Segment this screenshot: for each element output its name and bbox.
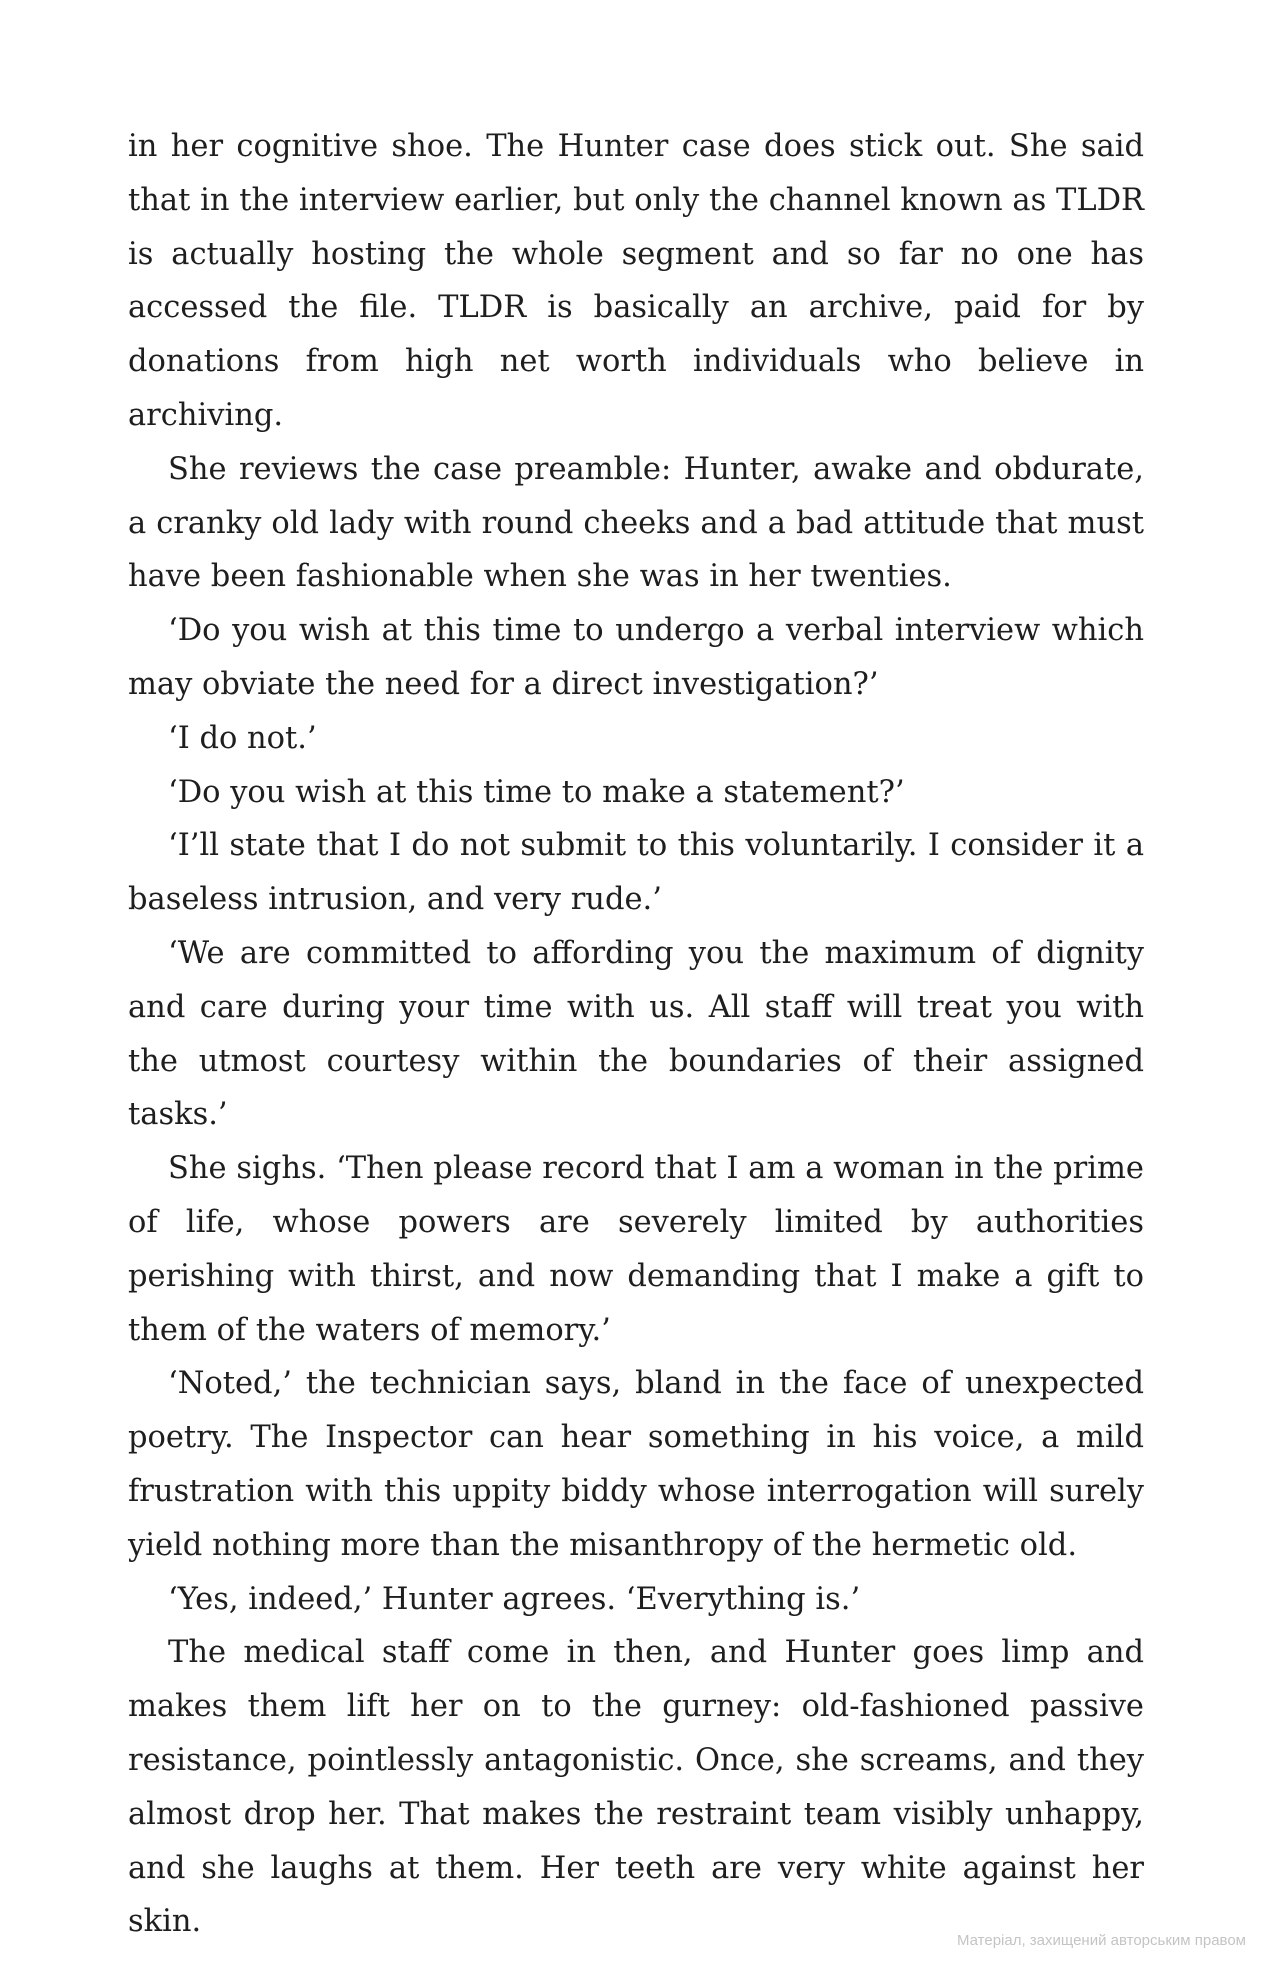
paragraph-continued: in her cognitive shoe. The Hunter case does stick out. She said that in the interview earlier, but only the channel known as TLDR is actually hosting the whole segment and so far no one has accessed the file. TLDR is basically an archive, paid for by donations from high net worth individuals who believe in archiving. [128, 129, 1144, 433]
paragraph-interview-question: ‘Do you wish at this time to undergo a verbal interview which may obviate the need for a direct investigation?’ [128, 613, 1144, 702]
paragraph-statement-question: ‘Do you wish at this time to make a statement?’ [168, 774, 905, 810]
paragraph-staff-assurance: ‘We are committed to affording you the maximum of dignity and care during your time with us. All staff will treat you with the utmost courtesy within the boundaries of their assigned tasks.’ [128, 935, 1144, 1133]
paragraph-case-preamble: She reviews the case preamble: Hunter, awake and obdurate, a cranky old lady with round cheeks and a bad attitude that must have been fashionable when she was in her twenties. [128, 451, 1144, 595]
body-text [128, 120, 1144, 1949]
copyright-watermark: Матеріал, захищений авторським правом [956, 1932, 1246, 1949]
paragraph-technician-noted: ‘Noted,’ the technician says, bland in the face of unexpected poetry. The Inspector can hear something in his voice, a mild frustration with this uppity biddy whose interrogation will surely yield nothing more than the misanthropy of the hermetic old. [128, 1366, 1144, 1563]
paragraph-medical-staff: The medical staff come in then, and Hunter goes limp and makes them lift her on to the gurney: old-fashioned passive resistance, pointlessly antagonistic. Once, she screams, and they almost drop her. That makes the restraint team visibly unhappy, and she laughs at them. Her teeth are very white against her skin. [128, 1635, 1144, 1940]
paragraph-statement-reply: ‘I’ll state that I do not submit to this voluntarily. I consider it a baseless intrusion, and very rude.’ [128, 828, 1144, 918]
paragraph-hunter-sighs: She sighs. ‘Then please record that I am a woman in the prime of life, whose powers are severely limited by authorities perishing with thirst, and now demanding that I make a gift to them of the waters of memory.’ [128, 1151, 1144, 1348]
paragraph-hunter-agrees: ‘Yes, indeed,’ Hunter agrees. ‘Everything is.’ [168, 1581, 861, 1617]
paragraph-reply-do-not: ‘I do not.’ [168, 720, 317, 756]
